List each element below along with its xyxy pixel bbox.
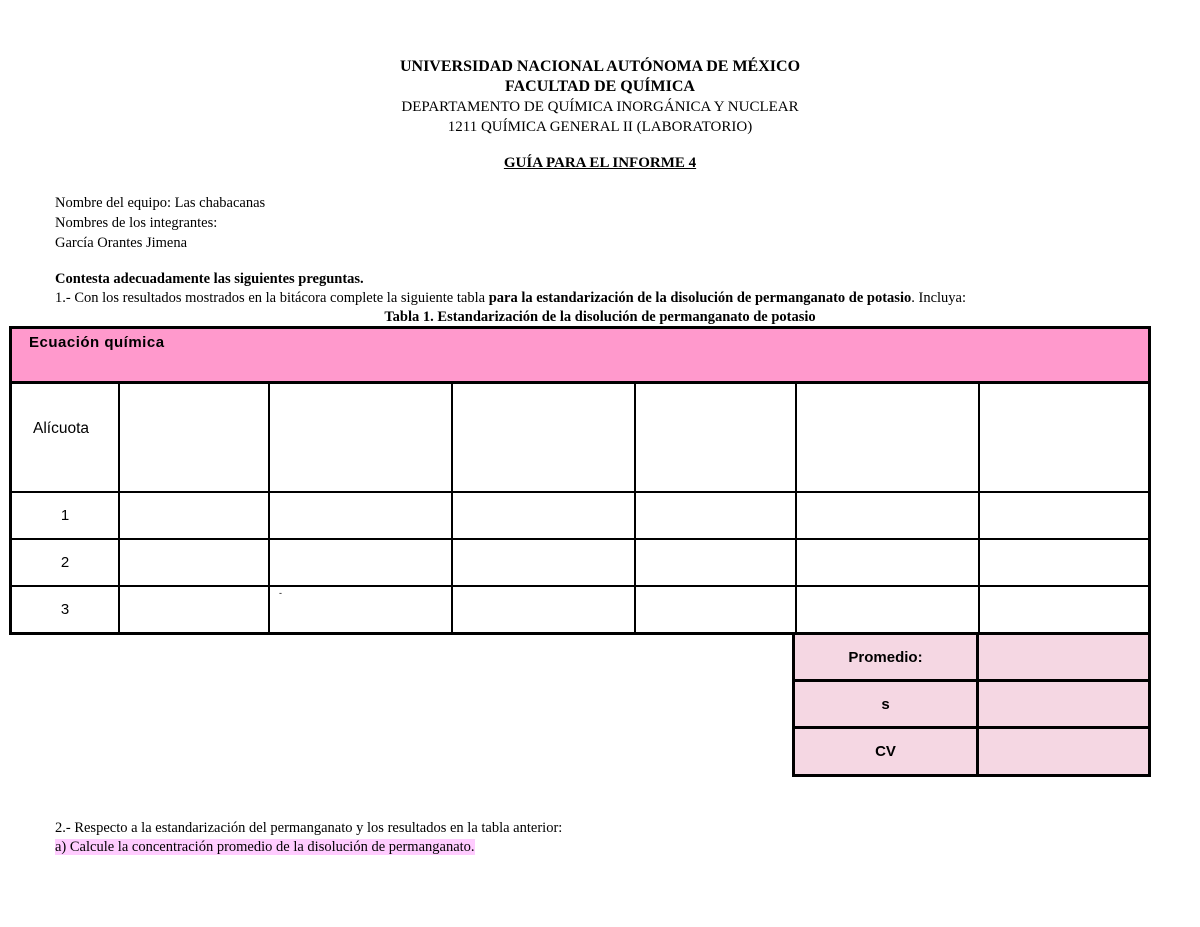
data-cell[interactable] (269, 539, 452, 586)
table-caption: Tabla 1. Estandarización de la disolución de permanganato de potasio (384, 309, 816, 325)
department-name: DEPARTAMENTO DE QUÍMICA INORGÁNICA Y NUCLEAR (401, 99, 799, 115)
data-cell[interactable] (635, 539, 796, 586)
data-cell[interactable] (635, 492, 796, 539)
header-cell[interactable] (452, 384, 635, 492)
guide-title: GUÍA PARA EL INFORME 4 (503, 155, 697, 171)
question-1-bold: para la estandarización de la disolución de permanganato de potasio (488, 290, 912, 306)
question-2 (55, 819, 562, 857)
aliquot-number: 1 (12, 492, 119, 539)
data-cell[interactable] (452, 586, 635, 632)
question-2-text: 2.- Respecto a la estandarización del permanganato y los resultados en la tabla anterior: (55, 820, 563, 836)
question-2a-text: a) Calcule la concentración promedio de la disolución de permanganato. (55, 839, 475, 855)
instructions-heading: Contesta adecuadamente las siguientes preguntas. (55, 271, 364, 287)
header-row (12, 384, 1148, 492)
cv-label: CV (794, 728, 978, 776)
question-1 (55, 289, 1175, 308)
data-grid (12, 384, 1148, 632)
table-row (12, 539, 1148, 586)
question-1-prefix: 1.- Con los resultados mostrados en la bitácora complete la siguiente tabla (55, 290, 489, 306)
stray-mark: - (279, 588, 282, 598)
cv-value-cell[interactable] (978, 728, 1150, 776)
header-cell[interactable] (635, 384, 796, 492)
member-name: García Orantes Jimena (55, 235, 188, 251)
instructions (55, 270, 1175, 308)
data-cell[interactable] (796, 586, 979, 632)
university-name: UNIVERSIDAD NACIONAL AUTÓNOMA DE MÉXICO (399, 58, 801, 75)
data-cell[interactable] (796, 539, 979, 586)
table-row (12, 586, 1148, 632)
std-dev-label: s (794, 681, 978, 728)
data-cell[interactable] (452, 492, 635, 539)
average-value-cell[interactable] (978, 634, 1150, 681)
header-cell[interactable] (979, 384, 1148, 492)
aliquot-number: 3 (12, 586, 119, 632)
team-info (55, 193, 265, 253)
data-cell[interactable] (635, 586, 796, 632)
stats-row (794, 634, 1150, 681)
stats-row (794, 728, 1150, 776)
course-name: 1211 QUÍMICA GENERAL II (LABORATORIO) (447, 119, 753, 135)
stats-row (794, 681, 1150, 728)
data-cell[interactable] (979, 586, 1148, 632)
header-cell[interactable] (796, 384, 979, 492)
header-cell[interactable] (119, 384, 269, 492)
chemical-equation-cell[interactable] (12, 329, 1148, 384)
data-cell[interactable] (119, 539, 269, 586)
team-name: Nombre del equipo: Las chabacanas (55, 195, 266, 211)
std-dev-value-cell[interactable] (978, 681, 1150, 728)
alicuota-header: Alícuota (12, 384, 119, 492)
data-cell[interactable] (269, 492, 452, 539)
data-cell[interactable] (452, 539, 635, 586)
data-cell[interactable] (119, 586, 269, 632)
aliquot-number: 2 (12, 539, 119, 586)
document-header (0, 57, 1200, 137)
data-cell[interactable] (269, 586, 452, 632)
data-cell[interactable] (979, 539, 1148, 586)
data-cell[interactable] (979, 492, 1148, 539)
data-cell[interactable] (796, 492, 979, 539)
statistics-table (792, 632, 1151, 777)
faculty-name: FACULTAD DE QUÍMICA (505, 78, 695, 95)
standardization-table (9, 326, 1151, 635)
average-label: Promedio: (794, 634, 978, 681)
header-cell[interactable] (269, 384, 452, 492)
chemical-equation-label: Ecuación química (29, 334, 165, 351)
question-1-suffix: . Incluya: (911, 290, 966, 306)
data-cell[interactable] (119, 492, 269, 539)
members-label: Nombres de los integrantes: (55, 215, 218, 231)
table-row (12, 492, 1148, 539)
